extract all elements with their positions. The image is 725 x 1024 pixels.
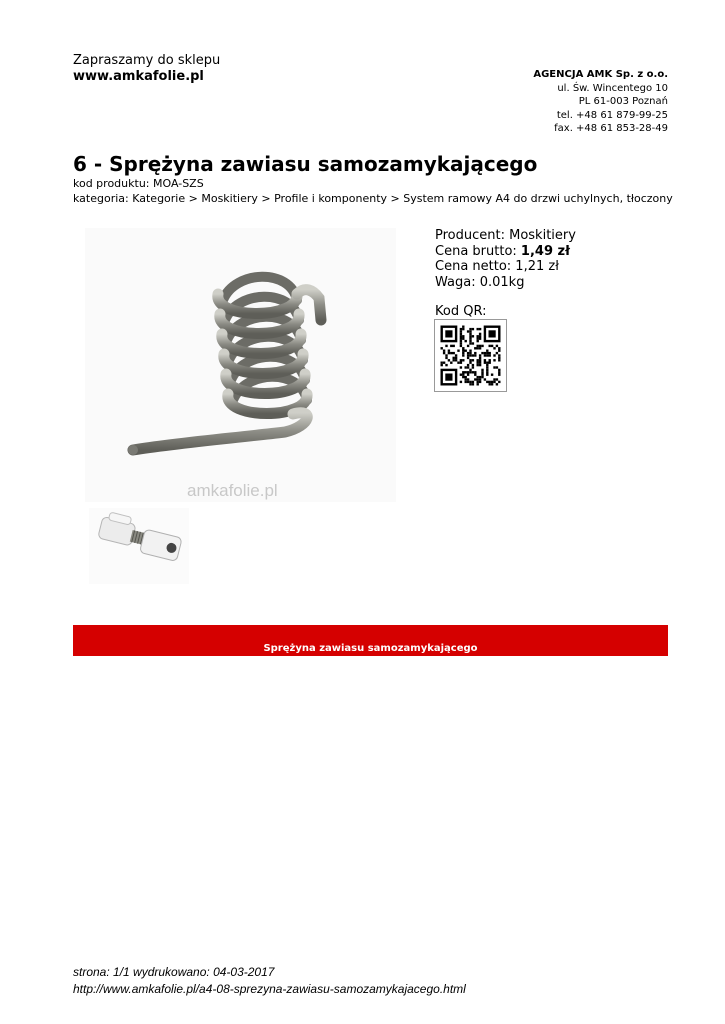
- gross-price: [435, 244, 576, 260]
- company-phone: tel. +48 61 879-99-25: [556, 109, 668, 121]
- company-street: ul. Św. Wincentego 10: [557, 82, 668, 94]
- company-name: AGENCJA AMK Sp. z o.o.: [533, 69, 668, 80]
- company-info: [533, 68, 668, 136]
- image-watermark: amkafolie.pl: [187, 481, 278, 500]
- invite-text: Zapraszamy do sklepu: [73, 53, 221, 68]
- qr-code: [434, 319, 507, 392]
- footer-page-info: strona: 1/1 wydrukowano: 04-03-2017: [73, 965, 275, 979]
- product-thumbnail[interactable]: [89, 508, 189, 584]
- description-bar: [73, 625, 668, 656]
- product-code: kod produktu: MOA-SZS: [73, 177, 204, 190]
- gross-price-value: 1,49 zł: [520, 243, 570, 259]
- company-fax: fax. +48 61 853-28-49: [554, 123, 668, 134]
- footer-url[interactable]: http://www.amkafolie.pl/a4-08-sprezyna-zawiasu-samozamykajacego.html: [73, 982, 466, 996]
- product-title: 6 - Sprężyna zawiasu samozamykającego: [73, 152, 538, 176]
- weight: Waga: 0.01kg: [435, 274, 525, 290]
- product-main-image[interactable]: [85, 228, 396, 502]
- spring-image: [85, 228, 396, 502]
- gross-price-label: Cena brutto:: [435, 243, 521, 259]
- producer: Producent: Moskitiery: [435, 228, 576, 243]
- hinge-thumbnail-image: [89, 508, 189, 584]
- company-city: PL 61-003 Poznań: [578, 96, 668, 107]
- shop-link[interactable]: www.amkafolie.pl: [73, 69, 204, 84]
- net-price: Cena netto: 1,21 zł: [435, 259, 559, 274]
- qr-label: Kod QR:: [435, 304, 487, 319]
- product-info: [435, 228, 576, 290]
- description-title: Sprężyna zawiasu samozamykającego: [263, 643, 478, 654]
- category-breadcrumb: kategoria: Kategorie > Moskitiery > Profile i komponenty > System ramowy A4 do drzwi uchylnych, tłoczony: [73, 192, 673, 205]
- qr-code-image: [435, 320, 506, 391]
